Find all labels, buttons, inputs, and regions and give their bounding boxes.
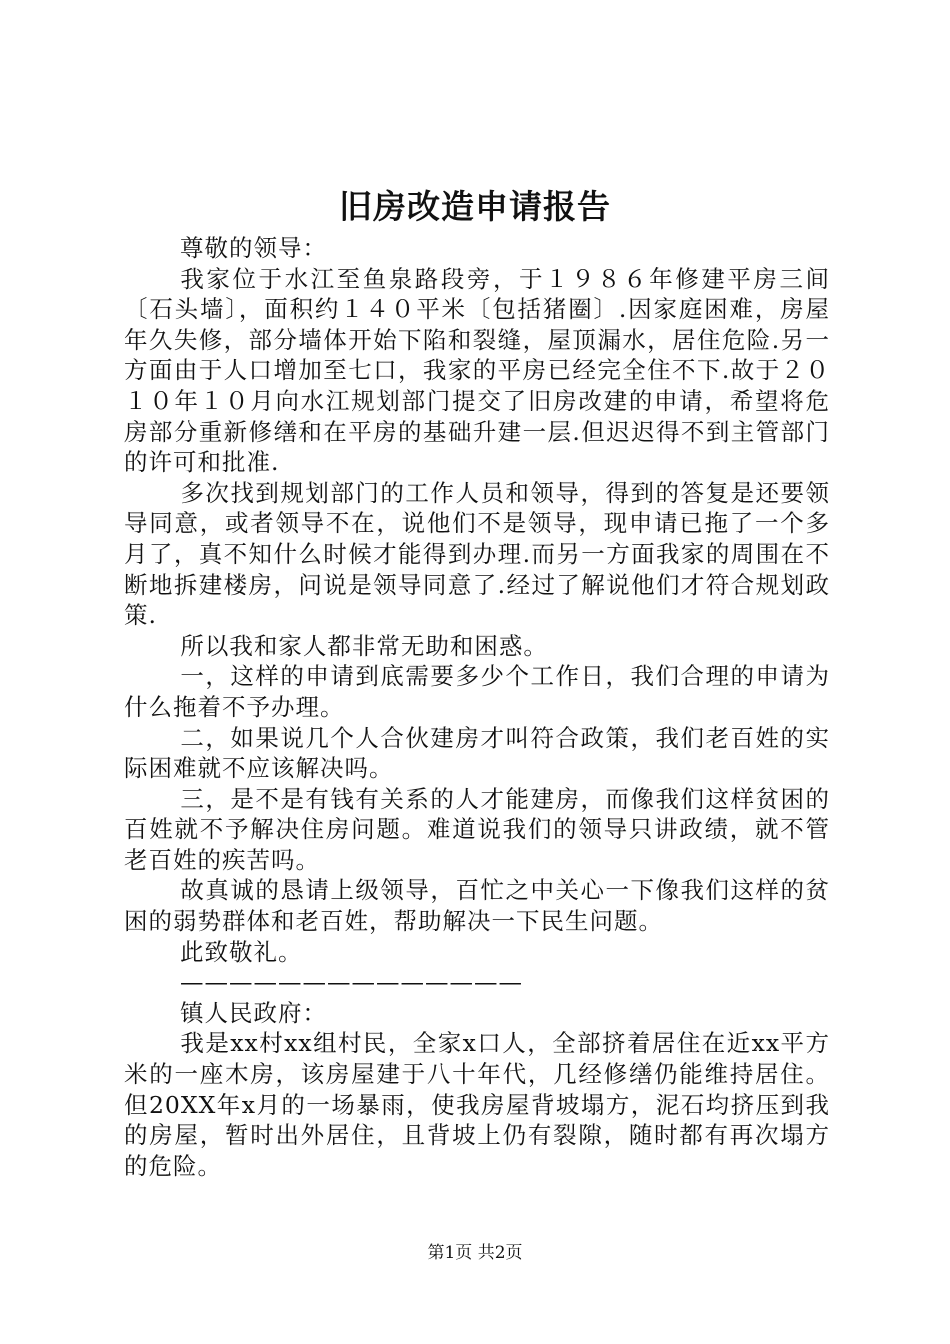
paragraph-appeal: 故真诚的恳请上级领导，百忙之中关心一下像我们这样的贫困的弱势群体和老百姓，帮助解决一下民生问题。 [124,876,830,936]
paragraph-wooden-house: 我是xx村xx组村民，全家x口人，全部挤着居住在近xx平方米的一座木房，该房屋建于八十年代，几经修缮仍能维持居住。但20XX年x月的一场暴雨，使我房屋背坡塌方，泥石均挤压到我的房屋，暂时出外居住，且背坡上仍有裂隙，随时都有再次塌方的危险。 [124,1029,830,1180]
page-footer: 第1页 共2页 [427,1243,523,1263]
section-divider: —————————————— [180,968,523,997]
paragraph-house-situation: 我家位于水江至鱼泉路段旁，于１９８６年修建平房三间〔石头墙〕，面积约１４０平米〔包括猪圈〕.因家庭困难，房屋年久失修，部分墙体开始下陷和裂缝，屋顶漏水，居住危险.另一方面由于人口增加至七口，我家的平房已经完全住不下.故于２０１０年１０月向水江规划部门提交了旧房改建的申请，希望将危房部分重新修缮和在平房的基础升建一层.但迟迟得不到主管部门的许可和批准. [124,264,830,477]
greeting-leaders: 尊敬的领导： [180,234,327,262]
document-title: 旧房改造申请报告 [339,187,611,226]
paragraph-question-1: 一，这样的申请到底需要多少个工作日，我们合理的申请为什么拖着不予办理。 [124,662,830,721]
paragraph-helpless: 所以我和家人都非常无助和困惑。 [180,631,548,660]
document-body [124,233,830,1181]
greeting-town-government: 镇人民政府： [180,998,327,1027]
paragraph-question-2: 二，如果说几个人合伙建房才叫符合政策，我们老百姓的实际困难就不应该解决吗。 [124,723,830,783]
paragraph-question-3: 三，是不是有钱有关系的人才能建房，而像我们这样贫困的百姓就不予解决住房问题。难道说我们的领导只讲政绩，就不管老百姓的疾苦吗。 [124,784,830,874]
paragraph-repeated-visits: 多次找到规划部门的工作人员和领导，得到的答复是还要领导同意，或者领导不在，说他们不是领导，现申请已拖了一个多月了，真不知什么时候才能得到办理.而另一方面我家的周围在不断地拆建楼房，问说是领导同意了.经过了解说他们才符合规划政策. [124,478,830,630]
closing-salutation: 此致敬礼。 [180,937,303,966]
